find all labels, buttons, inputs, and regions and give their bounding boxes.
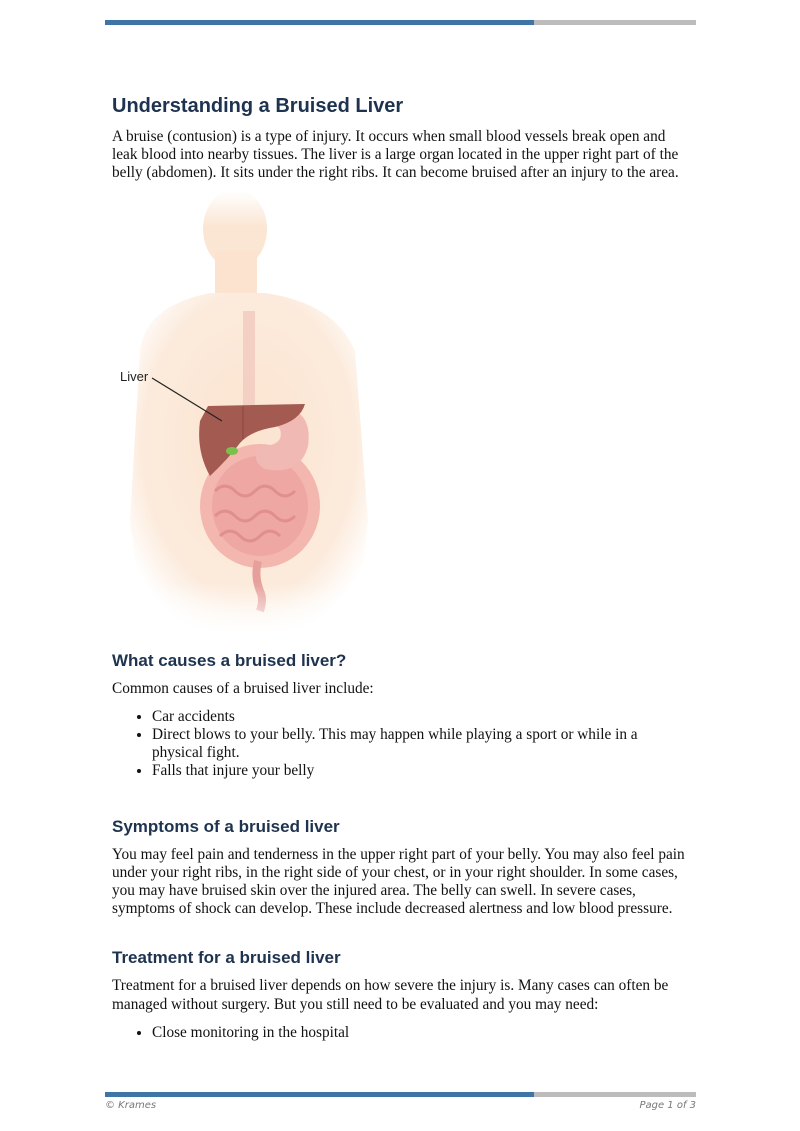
list-item: • Direct blows to your belly. This may happen while playing a sport or while in a physical fight.	[152, 726, 692, 762]
progress-bar-filled	[105, 20, 534, 25]
progress-bar-track	[534, 20, 696, 25]
page-number: Page 1 of 3	[639, 1100, 696, 1111]
section-text: You may feel pain and tenderness in the upper right part of your belly. You may also feel pain under your right ribs, in the right side of your chest, or in your right shoulder. In some cases, you may have bruised skin over the injured area. The belly can swell. In severe cases, symptoms of shock can develop. These include decreased alertness and low blood pressure.	[112, 845, 685, 918]
page-title: Understanding a Bruised Liver	[112, 95, 404, 117]
section-text: Treatment for a bruised liver depends on how severe the injury is. Many cases can often be managed without surgery. But you still need to be evaluated and you may need:	[112, 977, 669, 1013]
section-text: Common causes of a bruised liver include:	[112, 679, 374, 697]
list-item: • Close monitoring in the hospital	[152, 1024, 692, 1042]
section-heading: Treatment for a bruised liver	[112, 948, 341, 968]
page-footer	[105, 1100, 696, 1111]
document-content	[112, 94, 692, 1042]
anatomy-illustration	[100, 191, 400, 636]
intro-paragraph: A bruise (contusion) is a type of injury. It occurs when small blood vessels break open and leak blood into nearby tissues. The liver is a large organ located in the upper right part of the belly (abdomen). It sits under the right ribs. It can become bruised after an injury to the area.	[112, 128, 679, 182]
list-item: • Falls that injure your belly	[152, 762, 692, 780]
liver-label: Liver	[120, 368, 149, 384]
section-treatment	[112, 948, 692, 1042]
causes-list	[112, 708, 692, 781]
progress-bar-track	[534, 1092, 696, 1097]
section-heading: Symptoms of a bruised liver	[112, 816, 340, 836]
section-symptoms	[112, 817, 692, 919]
section-causes	[112, 651, 692, 781]
header-progress-bar	[105, 20, 696, 25]
section-heading: What causes a bruised liver?	[112, 650, 347, 670]
progress-bar-filled	[105, 1092, 534, 1097]
list-item: • Car accidents	[152, 708, 692, 726]
footer-progress-bar	[105, 1092, 696, 1097]
copyright-text: © Krames	[105, 1100, 157, 1111]
treatment-list	[112, 1024, 692, 1042]
torso-organs-image	[100, 191, 400, 636]
